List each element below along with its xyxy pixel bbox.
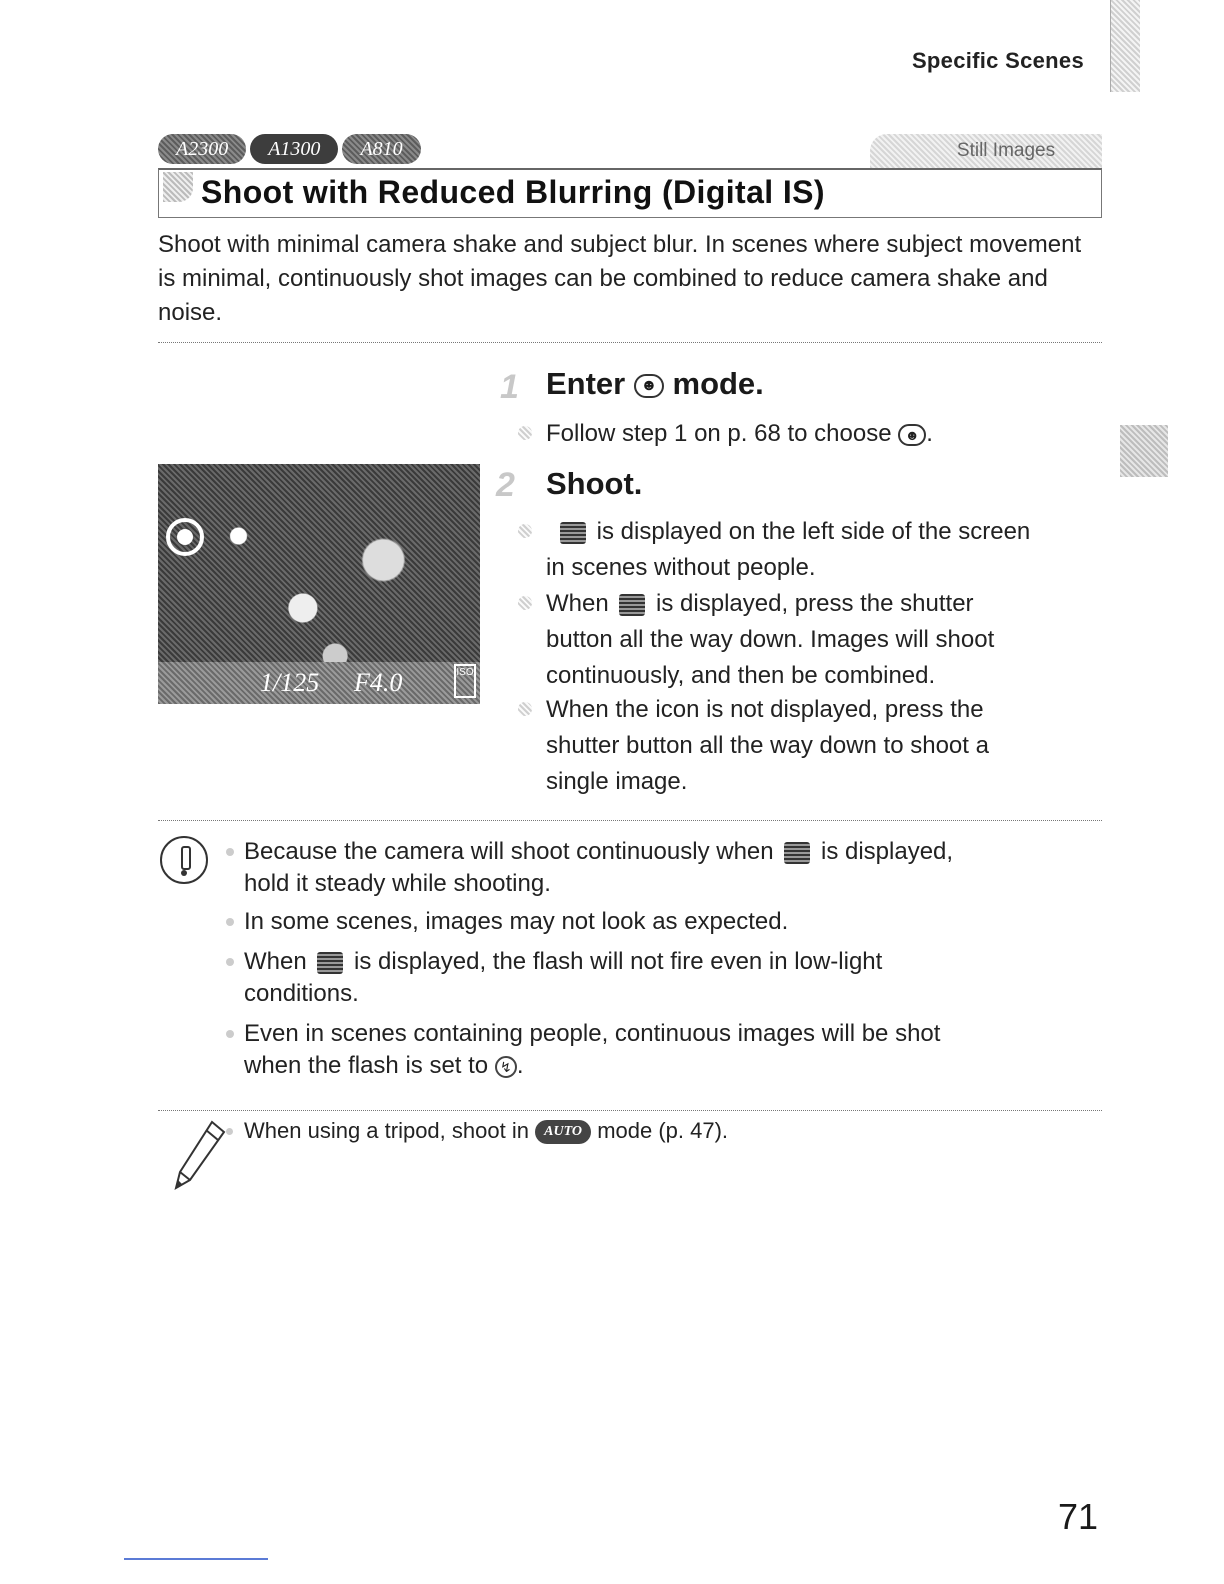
step-2-bullet-1 [546, 514, 1030, 586]
step-1-bullet-1-end: . [926, 420, 933, 447]
caution-4-line-1: Even in scenes containing people, continuous images will be shot [244, 1020, 941, 1047]
bullet-dot-icon [518, 524, 532, 538]
caution-4-line-2-after: . [516, 1052, 524, 1079]
step-1-heading-after: mode. [672, 366, 764, 401]
step-1-heading [546, 366, 764, 402]
step-2-bullet-2 [546, 586, 994, 694]
bullet-dot-icon [226, 1030, 234, 1038]
step-2-bullet-3 [546, 692, 989, 800]
tip-text-before: When using a tripod, shoot in [244, 1118, 529, 1143]
caution-icon [160, 836, 208, 884]
step-2-bullet-3-line-3: single image. [546, 768, 688, 795]
caution-note-4 [244, 1018, 940, 1082]
bullet-dot-icon [226, 1128, 233, 1135]
continuous-shooting-icon [619, 594, 645, 616]
model-badge-a810: A810 [342, 134, 420, 164]
step-1-bullet-1-text: Follow step 1 on p. 68 to choose [546, 420, 892, 447]
model-badges [158, 134, 421, 164]
scan-edge-line [124, 1558, 268, 1560]
thumb-tab [1110, 0, 1140, 92]
step-2-bullet-2-line-3: continuously, and then be combined. [546, 662, 936, 689]
caution-note-3 [244, 946, 882, 1010]
step-1-heading-before: Enter [546, 366, 626, 401]
bullet-dot-icon [226, 918, 234, 926]
caution-2-line-1: In some scenes, images may not look as expected. [244, 908, 789, 935]
still-images-badge: Still Images [870, 134, 1102, 168]
step-2-bullet-2-line-1-before: When [546, 590, 609, 617]
auto-mode-icon: AUTO [535, 1120, 591, 1144]
divider [158, 342, 1102, 343]
caution-note-1 [244, 836, 953, 900]
step-1-bullet-1 [546, 416, 933, 452]
title-bar [158, 168, 1102, 218]
caution-4-line-2-before: when the flash is set to [244, 1052, 489, 1079]
bullet-dot-icon [226, 848, 234, 856]
step-2-bullet-3-line-1: When the icon is not displayed, press the [546, 696, 984, 723]
model-badge-a2300: A2300 [158, 134, 246, 164]
divider [158, 820, 1102, 821]
lcd-aperture: F4.0 [354, 668, 403, 697]
bullet-dot-icon [518, 702, 532, 716]
step-1-number: 1 [500, 368, 519, 406]
intro-paragraph: Shoot with minimal camera shake and subject blur. In scenes where subject movement is minimal, continuously shot images can be combined to reduce camera shake and noise. [158, 231, 1082, 326]
caution-note-2 [244, 906, 788, 938]
step-2-bullet-1-line-1: is displayed on the left side of the screen [596, 518, 1031, 545]
continuous-shooting-icon [784, 842, 810, 864]
caution-1-line-2: hold it steady while shooting. [244, 870, 551, 897]
handheld-night-scene-icon: ☻ [634, 374, 664, 398]
face-detect-ring-icon [166, 518, 204, 556]
tip-note [244, 1116, 728, 1146]
caution-3-line-1-before: When [244, 948, 307, 975]
caution-1-line-1-before: Because the camera will shoot continuously when [244, 838, 774, 865]
model-badge-a1300: A1300 [250, 134, 338, 164]
page-number: 71 [1057, 1496, 1098, 1537]
handheld-night-scene-icon: ☻ [898, 424, 926, 446]
chapter-side-marker [1120, 425, 1168, 477]
step-2-number: 2 [496, 466, 515, 504]
bullet-dot-icon [226, 958, 234, 966]
continuous-shooting-icon [317, 952, 343, 974]
divider [158, 1110, 1102, 1111]
caution-1-line-1-after: is displayed, [820, 838, 954, 865]
step-2-heading: Shoot. [546, 466, 643, 501]
caution-3-line-1-after: is displayed, the flash will not fire even in low-light [354, 948, 883, 975]
flash-off-icon: ↯ [495, 1056, 517, 1078]
lcd-shutter-speed: 1/125 [260, 668, 320, 697]
pencil-icon [172, 1118, 228, 1192]
tip-text-after: mode (p. 47). [597, 1118, 729, 1143]
lcd-iso-icon: ISO [454, 664, 476, 698]
step-2-bullet-1-line-2: in scenes without people. [546, 554, 816, 581]
page-title: Shoot with Reduced Blurring (Digital IS) [201, 174, 825, 210]
caution-3-line-2: conditions. [244, 980, 359, 1007]
leaf-icon [163, 172, 193, 202]
step-2-bullet-2-line-1-after: is displayed, press the shutter [656, 590, 974, 617]
step-2-bullet-3-line-2: shutter button all the way down to shoot a [546, 732, 989, 759]
bullet-dot-icon [518, 596, 532, 610]
step-2-bullet-2-line-2: button all the way down. Images will shoot [546, 626, 995, 653]
section-header: Specific Scenes [911, 48, 1084, 73]
camera-lcd-screen [158, 464, 480, 704]
bullet-dot-icon [518, 426, 532, 440]
continuous-shooting-icon [560, 522, 586, 544]
